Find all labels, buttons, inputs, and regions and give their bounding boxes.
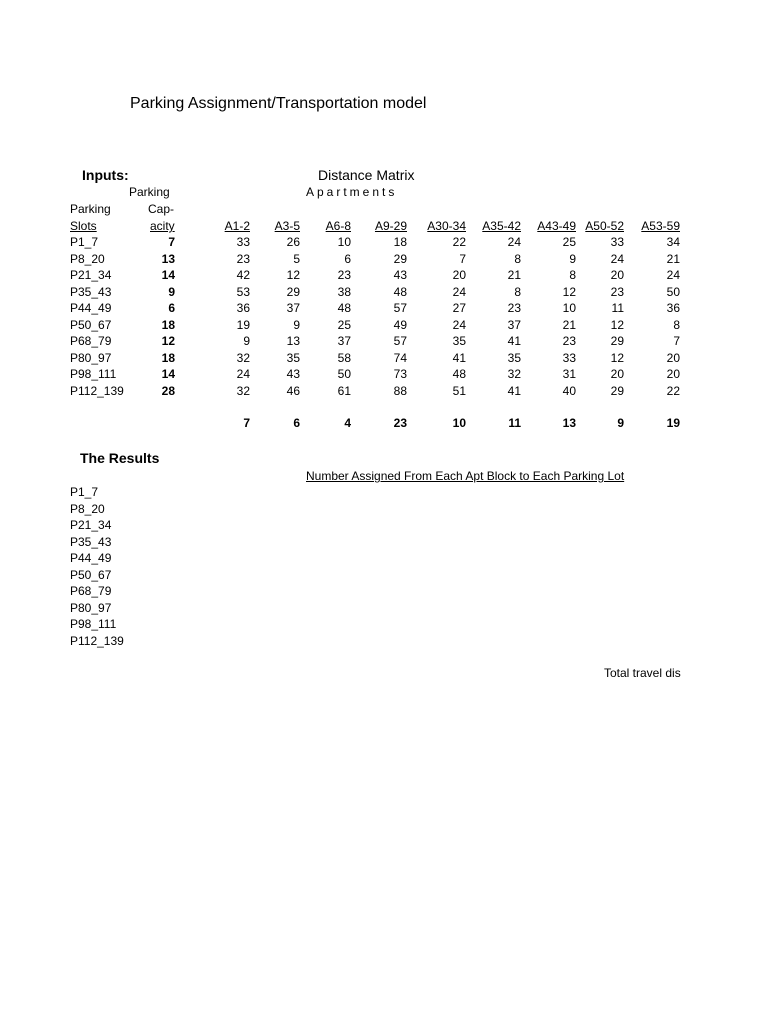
distance-cell: 74 <box>393 350 407 365</box>
demand-cell: 9 <box>617 416 624 430</box>
capacity-header-parking: Parking <box>129 185 170 199</box>
distance-cell: 8 <box>514 284 521 299</box>
distance-cell: 53 <box>236 284 250 299</box>
matrix-row <box>0 268 683 284</box>
distance-cell: 43 <box>393 268 407 282</box>
distance-cell: 88 <box>393 383 407 398</box>
distance-cell: 11 <box>611 301 624 315</box>
distance-cell: 24 <box>236 367 250 381</box>
distance-cell: 57 <box>393 301 407 315</box>
slot-capacity: 18 <box>161 350 175 365</box>
distance-cell: 35 <box>286 350 300 365</box>
distance-cell: 22 <box>452 235 466 249</box>
result-slot-name: P44_49 <box>70 551 112 565</box>
distance-cell: 37 <box>286 301 300 315</box>
slot-name: P8_20 <box>70 251 105 266</box>
distance-cell: 46 <box>286 383 300 398</box>
distance-cell: 41 <box>452 350 466 365</box>
distance-cell: 24 <box>666 268 680 282</box>
distance-cell: 61 <box>337 383 351 398</box>
matrix-row <box>0 285 683 301</box>
distance-cell: 7 <box>673 334 680 348</box>
demand-cell: 13 <box>562 416 576 430</box>
apartment-header: A9-29 <box>374 219 407 233</box>
distance-cell: 35 <box>507 350 521 365</box>
distance-cell: 51 <box>452 383 466 398</box>
distance-cell: 20 <box>452 268 466 282</box>
slot-capacity: 18 <box>161 317 175 332</box>
capacity-header-line1: Cap- <box>148 202 175 216</box>
matrix-row <box>0 318 683 334</box>
apartments-label: Apartments <box>306 185 398 199</box>
distance-cell: 40 <box>562 383 576 398</box>
distance-cell: 22 <box>666 383 680 398</box>
slot-name: P68_79 <box>70 334 112 348</box>
distance-cell: 21 <box>507 268 521 282</box>
distance-cell: 24 <box>452 284 466 299</box>
slot-capacity: 12 <box>161 334 175 348</box>
distance-cell: 32 <box>236 383 250 398</box>
slot-name: P50_67 <box>70 317 112 332</box>
demand-cell: 19 <box>666 416 680 430</box>
total-travel-label: Total travel dis <box>604 666 681 680</box>
distance-cell: 32 <box>507 367 521 381</box>
distance-cell: 12 <box>610 317 624 332</box>
slot-capacity: 14 <box>161 268 175 282</box>
distance-cell: 37 <box>507 317 521 332</box>
demand-cell: 23 <box>393 416 407 430</box>
distance-cell: 42 <box>236 268 250 282</box>
distance-cell: 9 <box>243 334 250 348</box>
distance-cell: 29 <box>610 383 624 398</box>
distance-cell: 25 <box>562 235 576 249</box>
matrix-row <box>0 334 683 350</box>
distance-cell: 41 <box>507 383 521 398</box>
distance-cell: 18 <box>393 235 407 249</box>
distance-matrix-title: Distance Matrix <box>318 167 415 183</box>
distance-cell: 36 <box>236 301 250 315</box>
distance-cell: 7 <box>459 251 466 266</box>
slot-name: P112_139 <box>70 383 124 398</box>
page-title: Parking Assignment/Transportation model <box>130 95 427 112</box>
distance-cell: 23 <box>610 284 624 299</box>
matrix-row <box>0 367 683 383</box>
slot-name: P80_97 <box>70 350 112 365</box>
distance-cell: 10 <box>337 235 351 249</box>
distance-cell: 50 <box>337 367 351 381</box>
distance-cell: 29 <box>393 251 407 266</box>
distance-cell: 13 <box>286 334 300 348</box>
apartment-header: A43-49 <box>537 219 576 233</box>
distance-cell: 23 <box>507 301 521 315</box>
matrix-row <box>0 252 683 268</box>
distance-cell: 5 <box>293 251 300 266</box>
distance-cell: 38 <box>337 284 351 299</box>
distance-cell: 58 <box>337 350 351 365</box>
distance-cell: 9 <box>293 317 300 332</box>
apartment-header: A3-5 <box>274 219 300 233</box>
distance-cell: 21 <box>666 251 680 266</box>
distance-cell: 20 <box>610 268 624 282</box>
slot-capacity: 9 <box>168 284 175 299</box>
distance-cell: 31 <box>562 367 576 381</box>
slot-capacity: 7 <box>168 235 175 249</box>
slot-capacity: 14 <box>161 367 175 381</box>
distance-cell: 12 <box>286 268 300 282</box>
demand-cell: 6 <box>293 416 300 430</box>
distance-cell: 29 <box>610 334 624 348</box>
distance-cell: 20 <box>666 367 680 381</box>
capacity-header-line2: acity <box>150 219 175 233</box>
distance-cell: 32 <box>236 350 250 365</box>
distance-cell: 23 <box>337 268 351 282</box>
distance-cell: 43 <box>286 367 300 381</box>
result-slot-name: P50_67 <box>70 567 112 582</box>
assigned-label: Number Assigned From Each Apt Block to Each Parking Lot <box>306 469 625 483</box>
results-label: The Results <box>80 450 160 466</box>
distance-cell: 33 <box>236 235 250 249</box>
slot-name: P1_7 <box>70 235 99 249</box>
demand-cell: 10 <box>452 416 466 430</box>
matrix-row <box>0 235 683 251</box>
slot-name: P44_49 <box>70 301 112 315</box>
distance-cell: 73 <box>393 367 407 381</box>
demand-cell: 11 <box>508 416 521 430</box>
distance-cell: 33 <box>562 350 576 365</box>
result-slot-name: P112_139 <box>70 633 124 648</box>
distance-cell: 21 <box>562 317 576 332</box>
demand-cell: 4 <box>344 416 351 430</box>
distance-cell: 33 <box>610 235 624 249</box>
distance-cell: 12 <box>610 350 624 365</box>
distance-cell: 24 <box>507 235 521 249</box>
apartment-header: A50-52 <box>585 219 624 233</box>
distance-cell: 9 <box>569 251 576 266</box>
apartment-header: A35-42 <box>482 219 521 233</box>
apartment-header: A6-8 <box>325 219 351 233</box>
result-slot-name: P35_43 <box>70 534 112 549</box>
apartment-header: A1-2 <box>224 219 250 233</box>
apartment-header: A30-34 <box>427 219 466 233</box>
matrix-row <box>0 384 683 400</box>
distance-cell: 41 <box>507 334 521 348</box>
distance-cell: 8 <box>673 317 680 332</box>
distance-cell: 24 <box>610 251 624 266</box>
demand-cell: 7 <box>243 416 250 430</box>
apartment-header: A53-59 <box>641 219 680 233</box>
distance-cell: 26 <box>286 235 300 249</box>
distance-cell: 20 <box>610 367 624 381</box>
result-slot-name: P80_97 <box>70 600 112 615</box>
distance-cell: 19 <box>236 317 250 332</box>
inputs-label: Inputs: <box>82 167 129 183</box>
distance-cell: 25 <box>337 317 351 332</box>
result-slot-name: P1_7 <box>70 485 99 499</box>
distance-cell: 20 <box>666 350 680 365</box>
distance-cell: 6 <box>344 251 351 266</box>
slot-capacity: 6 <box>168 301 175 315</box>
distance-cell: 36 <box>666 301 680 315</box>
result-slot-name: P21_34 <box>70 518 112 532</box>
distance-cell: 48 <box>452 367 466 381</box>
distance-cell: 48 <box>393 284 407 299</box>
slots-header-line1: Parking <box>70 202 111 216</box>
result-slot-name: P68_79 <box>70 584 112 598</box>
distance-cell: 57 <box>393 334 407 348</box>
slot-capacity: 28 <box>161 383 175 398</box>
distance-cell: 12 <box>562 284 576 299</box>
distance-cell: 49 <box>393 317 407 332</box>
distance-cell: 27 <box>452 301 466 315</box>
result-slot-name: P98_111 <box>70 617 117 631</box>
distance-cell: 37 <box>337 334 351 348</box>
slots-header-line2: Slots <box>70 219 97 233</box>
matrix-row <box>0 301 683 317</box>
distance-cell: 23 <box>562 334 576 348</box>
distance-cell: 8 <box>514 251 521 266</box>
distance-cell: 10 <box>562 301 576 315</box>
slot-capacity: 13 <box>161 251 175 266</box>
distance-cell: 35 <box>452 334 466 348</box>
slot-name: P21_34 <box>70 268 112 282</box>
distance-cell: 8 <box>569 268 576 282</box>
distance-cell: 34 <box>666 235 680 249</box>
matrix-row <box>0 351 683 367</box>
slot-name: P35_43 <box>70 284 112 299</box>
result-slot-name: P8_20 <box>70 501 105 516</box>
distance-cell: 23 <box>236 251 250 266</box>
distance-cell: 48 <box>337 301 351 315</box>
distance-cell: 24 <box>452 317 466 332</box>
distance-cell: 29 <box>286 284 300 299</box>
slot-name: P98_111 <box>70 367 117 381</box>
distance-cell: 50 <box>666 284 680 299</box>
